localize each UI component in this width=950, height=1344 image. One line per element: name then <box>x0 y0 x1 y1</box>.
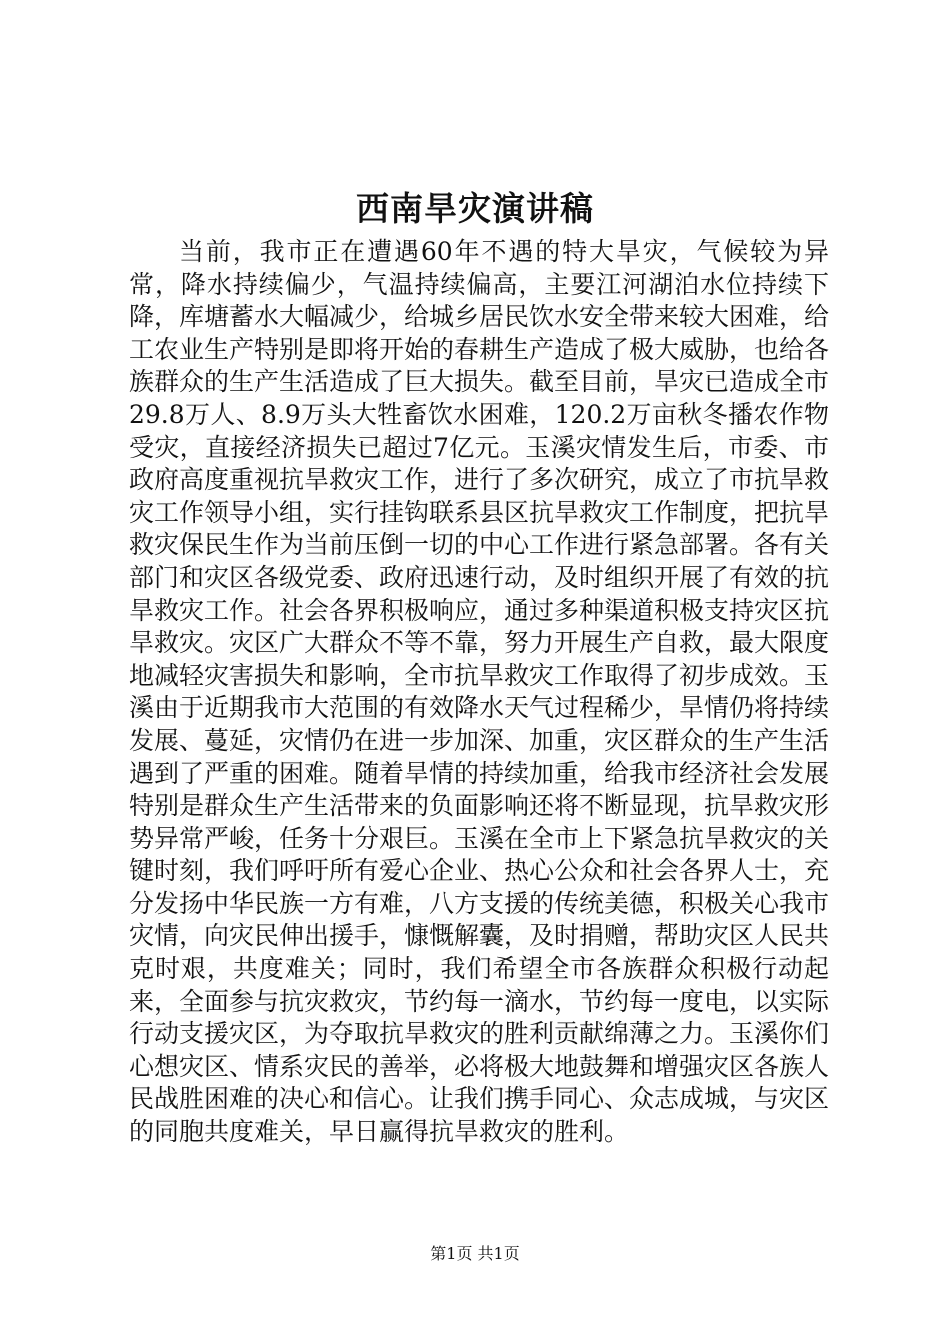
document-body-paragraph: 当前，我市正在遭遇60年不遇的特大旱灾，气候较为异常，降水持续偏少，气温持续偏高，主要江河湖泊水位持续下降，库塘蓄水大幅减少，给城乡居民饮水安全带来较大困难，给工农业生产特别是即将开始的春耕生产造成了极大威胁，也给各族群众的生产生活造成了巨大损失。截至目前，旱灾已造成全市29.8万人、8.9万头大牲畜饮水困难，120.2万亩秋冬播农作物受灾，直接经济损失已超过7亿元。玉溪灾情发生后，市委、市政府高度重视抗旱救灾工作，进行了多次研究，成立了市抗旱救灾工作领导小组，实行挂钩联系县区抗旱救灾工作制度，把抗旱救灾保民生作为当前压倒一切的中心工作进行紧急部署。各有关部门和灾区各级党委、政府迅速行动，及时组织开展了有效的抗旱救灾工作。社会各界积极响应，通过多种渠道积极支持灾区抗旱救灾。灾区广大群众不等不靠，努力开展生产自救，最大限度地减轻灾害损失和影响，全市抗旱救灾工作取得了初步成效。玉溪由于近期我市大范围的有效降水天气过程稀少，旱情仍将持续发展、蔓延，灾情仍在进一步加深、加重，灾区群众的生产生活遇到了严重的困难。随着旱情的持续加重，给我市经济社会发展特别是群众生产生活带来的负面影响还将不断显现，抗旱救灾形势异常严峻，任务十分艰巨。玉溪在全市上下紧急抗旱救灾的关键时刻，我们呼吁所有爱心企业、热心公众和社会各界人士，充分发扬中华民族一方有难，八方支援的传统美德，积极关心我市灾情，向灾民伸出援手，慷慨解囊，及时捐赠，帮助灾区人民共克时艰，共度难关；同时，我们希望全市各族群众积极行动起来，全面参与抗灾救灾，节约每一滴水，节约每一度电，以实际行动支援灾区，为夺取抗旱救灾的胜利贡献绵薄之力。玉溪你们心想灾区、情系灾民的善举，必将极大地鼓舞和增强灾区各族人民战胜困难的决心和信心。让我们携手同心、众志成城，与灾区的同胞共度难关，早日赢得抗旱救灾的胜利。 <box>129 237 830 1147</box>
document-title: 西南旱灾演讲稿 <box>356 189 594 228</box>
page-number-footer: 第1页 共1页 <box>430 1244 520 1263</box>
